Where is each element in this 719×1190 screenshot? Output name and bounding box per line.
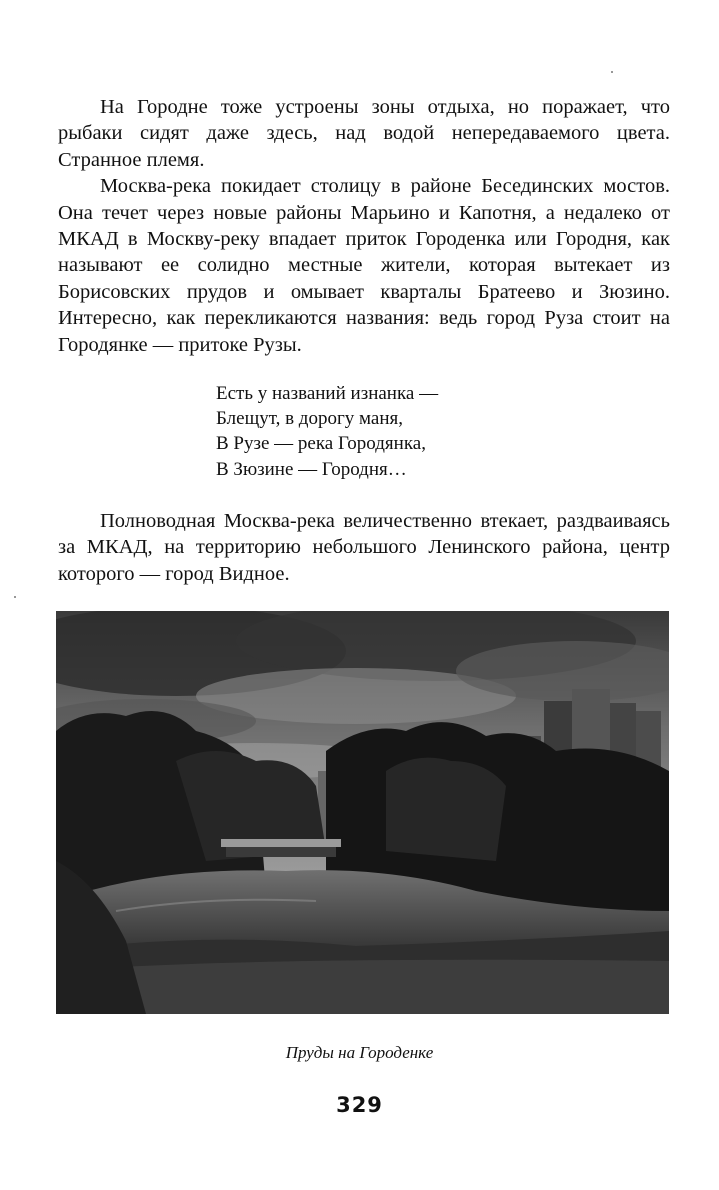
page-number: 329 <box>336 1093 383 1117</box>
poem-line: Блещут, в дорогу маня, <box>216 408 403 430</box>
main-text-bottom <box>58 508 670 587</box>
paragraph: Москва-река покидает столицу в районе Бесединских мостов. Она течет через новые районы Марьино и Капотня, а недалеко от МКАД в Москву-реку впадает приток Городенка или Городня, как называют ее солидно местные жители, которая вытекает из Борисовских прудов и омывает кварталы Братеево и Зюзино. Интересно, как перекликаются названия: ведь город Руза стоит на Городянке — притоке Рузы. <box>58 175 670 356</box>
poem-line: Есть у названий изнанка — <box>216 383 439 404</box>
paragraph: На Городне тоже устроены зоны отдыха, но поражает, что рыбаки сидят даже здесь, над водой непередаваемого цвета. Странное племя. <box>58 96 670 171</box>
scan-speck <box>14 596 16 598</box>
poem-line: В Зюзине — Городня… <box>216 458 407 480</box>
photo-caption: Пруды на Городенке <box>285 1043 434 1062</box>
paragraph: Полноводная Москва-река величественно втекает, раздваиваясь за МКАД, на территорию небольшого Ленинского района, центр которого — город Видное. <box>58 510 670 585</box>
poem-stanza <box>216 381 438 482</box>
river-photo <box>56 611 669 1014</box>
main-text-top <box>58 94 670 358</box>
scan-speck <box>611 71 613 73</box>
poem-line: В Рузе — река Городянка, <box>216 433 426 455</box>
